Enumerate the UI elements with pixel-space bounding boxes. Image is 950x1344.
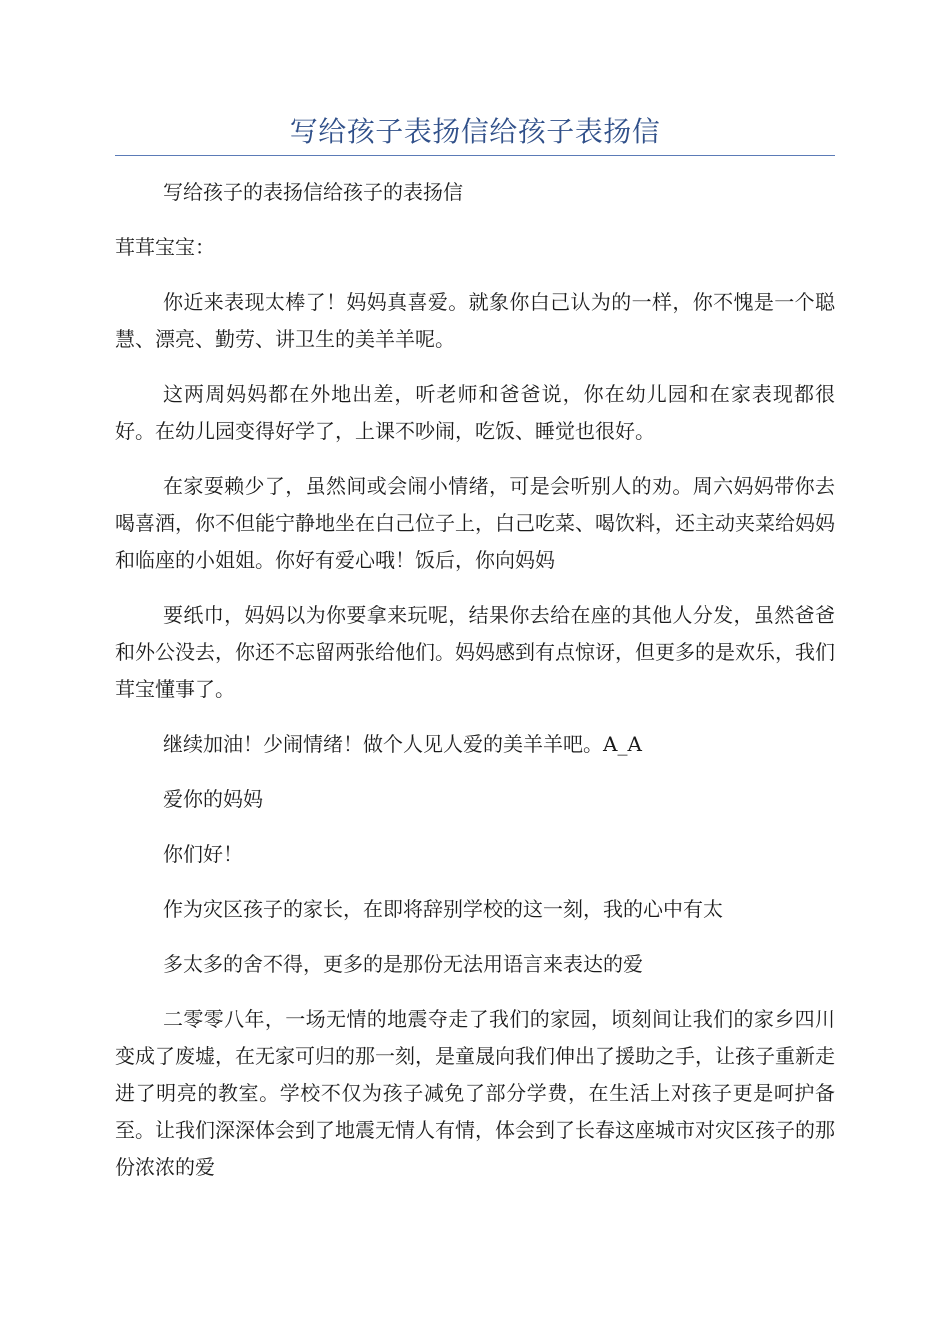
title-underline [115,155,835,156]
paragraph: 你近来表现太棒了！妈妈真喜爱。就象你白己认为的一样，你不愧是一个聪慧、漂亮、勤劳、讲卫生的美羊羊呢。 [115,290,835,351]
paragraph: 作为灾区孩子的家长，在即将辞别学校的这一刻，我的心中有太 [163,897,723,921]
paragraph: 要纸巾，妈妈以为你要拿来玩呢，结果你去给在座的其他人分发，虽然爸爸和外公没去，你还不忘留两张给他们。妈妈感到有点惊讶，但更多的是欢乐，我们茸宝懂事了。 [115,603,835,701]
paragraph: 在家耍赖少了，虽然间或会闹小情绪，可是会听别人的劝。周六妈妈带你去喝喜酒，你不但能宁静地坐在白己位子上，白己吃菜、喝饮料，还主动夹菜给妈妈和临座的小姐姐。你好有爱心哦！饭后，你向妈妈 [115,474,835,572]
paragraph: 多太多的舍不得，更多的是那份无法用语言来表达的爱 [163,952,643,976]
paragraph: 这两周妈妈都在外地出差，听老师和爸爸说，你在幼儿园和在家表现都很好。在幼儿园变得好学了，上课不吵闹，吃饭、睡觉也很好。 [115,382,835,443]
paragraph: 二零零八年，一场无情的地震夺走了我们的家园，顷刻间让我们的家乡四川变成了废墟，在无家可归的那一刻，是童晟向我们伸出了援助之手，让孩子重新走进了明亮的教室。学校不仅为孩子减免了部分学费，在生活上对孩子更是呵护备至。让我们深深体会到了地震无情人有情，体会到了长春这座城市对灾区孩子的那份浓浓的爱 [115,1007,835,1179]
document-body [115,174,835,1204]
paragraph-greeting: 你们好！ [163,842,243,866]
paragraph: 继续加油！少闹情绪！做个人见人爱的美羊羊吧。A_A [163,732,642,756]
document-title: 写给孩子表扬信给孩子表扬信 [289,115,661,148]
paragraph-subtitle: 写给孩子的表扬信给孩子的表扬信 [163,180,463,204]
paragraph-signature: 爱你的妈妈 [163,787,263,811]
paragraph-salutation: 茸茸宝宝： [115,235,215,259]
